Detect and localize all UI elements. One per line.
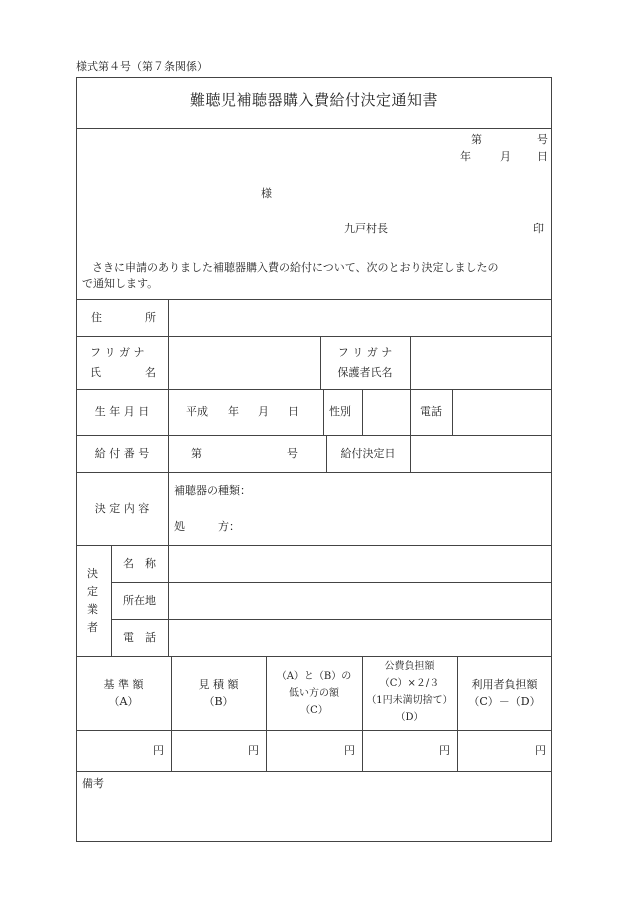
divider	[362, 389, 363, 435]
divider	[457, 656, 458, 771]
col-e-title: 利用者負担額	[471, 678, 538, 691]
divider	[410, 435, 411, 472]
col-d-line3: （1円未満切捨て）	[366, 695, 453, 706]
col-c-line2: 低い方の額	[289, 688, 339, 699]
decision-date-label: 給付決定日	[340, 447, 396, 460]
divider	[76, 128, 552, 129]
seal-mark: 印	[533, 222, 544, 235]
guardian-name-label: 保護者氏名	[337, 366, 393, 379]
birth-day-unit: 日	[288, 405, 299, 418]
divider	[323, 389, 324, 435]
device-type-label: 補聴器の種類：	[174, 484, 251, 497]
divider	[76, 472, 552, 473]
col-c-yen: 円	[344, 744, 355, 757]
col-e-yen: 円	[535, 744, 546, 757]
issuer-name: 九戸村長	[344, 222, 388, 235]
col-a-title: 基 準 額	[103, 678, 144, 691]
col-a-yen: 円	[153, 744, 164, 757]
form-id: 様式第４号（第７条関係）	[76, 60, 208, 73]
notice-body-line2: で通知します。	[82, 277, 159, 290]
col-c-line1: （A）と（B）の	[276, 671, 352, 682]
notice-body-line1: さきに申請のありました補聴器購入費の給付について、次のとおり決定しましたの	[92, 261, 499, 274]
col-d-line2: （C）×２/３	[379, 678, 440, 689]
divider	[76, 336, 552, 337]
address-label-char1: 住	[91, 311, 102, 324]
date-year: 年	[460, 150, 471, 163]
birth-month-unit: 月	[258, 405, 269, 418]
col-a-code: （A）	[108, 695, 139, 708]
benefit-number-prefix: 第	[191, 447, 202, 460]
furigana-label: フ リ ガ ナ	[90, 346, 145, 359]
divider	[171, 656, 172, 771]
birth-year-unit: 年	[228, 405, 239, 418]
divider	[168, 299, 169, 656]
benefit-number-suffix: 号	[287, 447, 298, 460]
birthdate-label: 生 年 月 日	[94, 405, 150, 418]
addressee-suffix: 様	[261, 187, 272, 200]
vendor-label-char3: 業	[87, 603, 98, 616]
divider	[111, 582, 552, 583]
benefit-number-label: 給 付 番 号	[94, 447, 150, 460]
prescription-label: 処 方：	[174, 520, 240, 533]
guardian-furigana-label: フ リ ガ ナ	[337, 346, 393, 359]
divider	[320, 336, 321, 389]
gender-label: 性別	[329, 405, 351, 418]
decision-content-label: 決 定 内 容	[94, 502, 150, 515]
name-label-char2: 名	[145, 366, 156, 379]
col-d-yen: 円	[439, 744, 450, 757]
address-label-char2: 所	[145, 311, 156, 324]
document-title: 難聴児補聴器購入費給付決定通知書	[189, 91, 438, 109]
doc-number-suffix: 号	[537, 133, 548, 146]
vendor-name-label: 名 称	[123, 557, 156, 570]
col-d-code: （D）	[395, 712, 424, 723]
col-b-title: 見 積 額	[198, 678, 239, 691]
col-e-formula: （C）－（D）	[468, 695, 541, 708]
doc-number-prefix: 第	[471, 133, 482, 146]
remarks-label: 備考	[82, 777, 104, 790]
date-day: 日	[537, 150, 548, 163]
name-label-char1: 氏	[90, 366, 101, 379]
date-month: 月	[500, 150, 511, 163]
col-b-yen: 円	[248, 744, 259, 757]
divider	[76, 299, 552, 300]
divider	[76, 730, 552, 731]
divider	[76, 435, 552, 436]
divider	[76, 771, 552, 772]
vendor-label-char2: 定	[87, 585, 98, 598]
phone-label: 電話	[420, 405, 442, 418]
divider	[410, 336, 411, 389]
col-d-line1: 公費負担額	[384, 661, 435, 672]
vendor-label-char1: 決	[87, 567, 98, 580]
divider	[76, 656, 552, 657]
vendor-location-label: 所在地	[123, 594, 156, 607]
col-c-code: （C）	[300, 705, 328, 716]
divider	[76, 545, 552, 546]
col-b-code: （B）	[203, 695, 234, 708]
vendor-phone-label: 電 話	[123, 631, 156, 644]
vendor-label-char4: 者	[87, 621, 98, 634]
divider	[410, 389, 411, 435]
divider	[76, 389, 552, 390]
divider	[452, 389, 453, 435]
era-label: 平成	[186, 405, 208, 418]
divider	[111, 619, 552, 620]
